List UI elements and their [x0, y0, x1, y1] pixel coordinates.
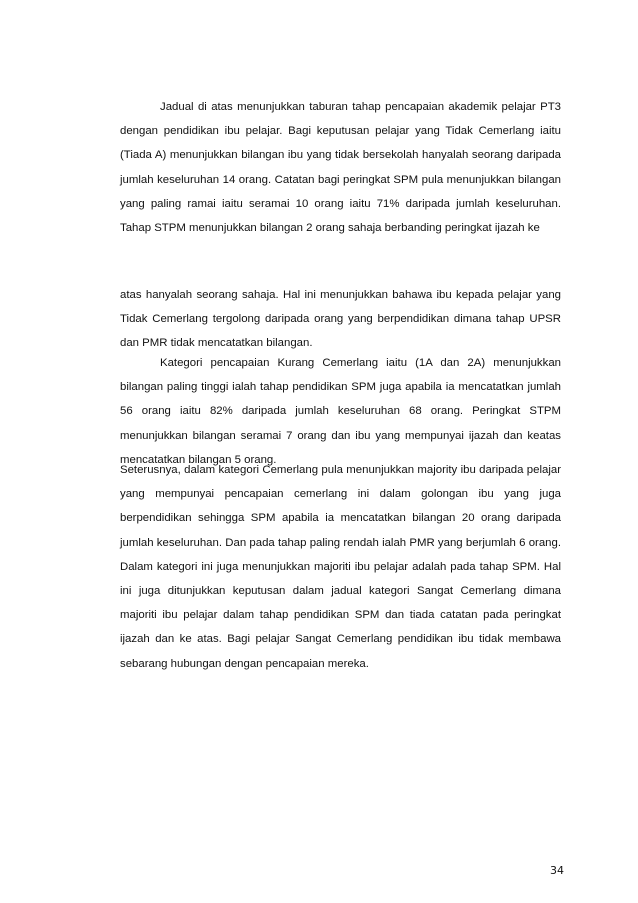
page-number: 34: [550, 864, 564, 877]
paragraph: atas hanyalah seorang sahaja. Hal ini menunjukkan bahawa ibu kepada pelajar yang Tidak Cemerlang tergolong daripada orang yang berpendidikan dimana tahap UPSR dan PMR tidak mencatatkan bilangan.: [120, 289, 561, 350]
paragraph-block-4: [120, 458, 561, 676]
paragraph: Jadual di atas menunjukkan taburan tahap pencapaian akademik pelajar PT3 dengan pendidikan ibu pelajar. Bagi keputusan pelajar yang Tidak Cemerlang iaitu (Tiada A) menunjukkan bilangan ibu yang tidak bersekolah hanyalah seorang daripada jumlah keseluruhan 14 orang. Catatan bagi peringkat SPM pula menunjukkan bilangan yang paling ramai iaitu seramai 10 orang iaitu 71% daripada jumlah keseluruhan. Tahap STPM menunjukkan bilangan 2 orang sahaja berbanding peringkat ijazah ke: [120, 101, 561, 235]
paragraph-block-3: [120, 351, 561, 472]
paragraph: Kategori pencapaian Kurang Cemerlang iaitu (1A dan 2A) menunjukkan bilangan paling tinggi ialah tahap pendidikan SPM juga apabila ia mencatatkan jumlah 56 orang iaitu 82% daripada jumlah keseluruhan 68 orang. Peringkat STPM menunjukkan bilangan seramai 7 orang dan ibu yang mempunyai ijazah dan keatas mencatatkan bilangan 5 orang.: [120, 357, 561, 466]
paragraph-block-1: [120, 95, 561, 240]
paragraph: Seterusnya, dalam kategori Cemerlang pula menunjukkan majority ibu daripada pelajar yang mempunyai pencapaian cemerlang ini dalam golongan ibu yang juga berpendidikan sehingga SPM apabila ia mencatatkan bilangan 20 orang daripada jumlah keseluruhan. Dan pada tahap paling rendah ialah PMR yang berjumlah 6 orang. Dalam kategori ini juga menunjukkan majoriti ibu pelajar adalah pada tahap SPM. Hal ini juga ditunjukkan keputusan dalam jadual kategori Sangat Cemerlang dimana majoriti ibu pelajar dalam tahap pendidikan SPM dan tiada catatan pada peringkat ijazah dan ke atas. Bagi pelajar Sangat Cemerlang pendidikan ibu tidak membawa sebarang hubungan dengan pencapaian mereka.: [120, 464, 561, 670]
paragraph-block-2: [120, 283, 561, 356]
